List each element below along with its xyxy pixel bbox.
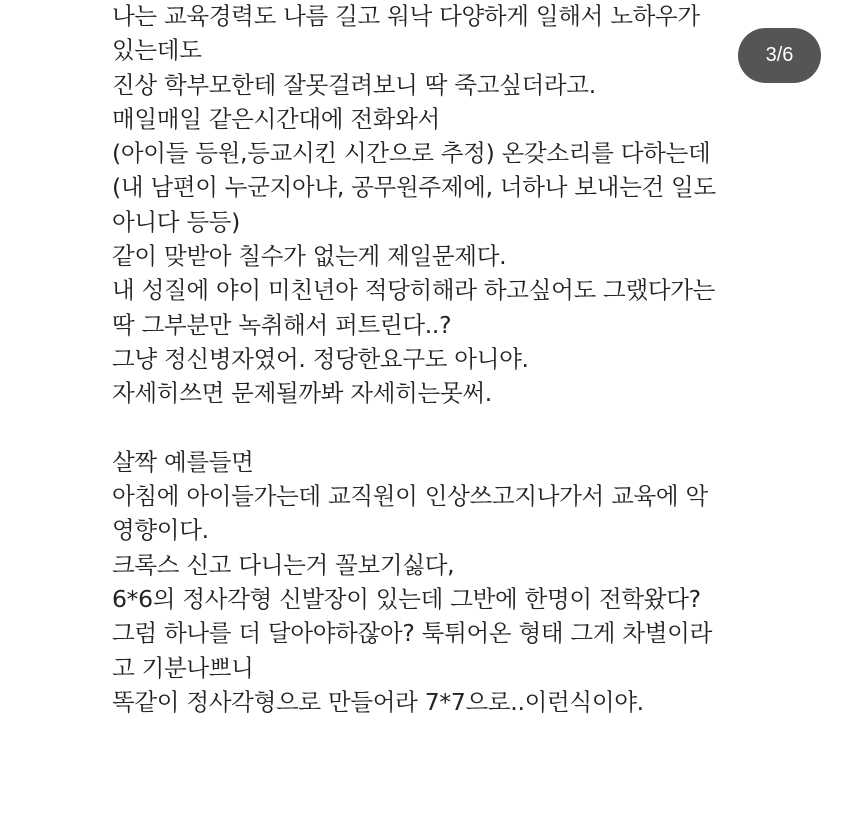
post-line: 영향이다. [112, 516, 209, 545]
post-line: 같이 맞받아 칠수가 없는게 제일문제다. [112, 242, 507, 271]
post-line: 나는 교육경력도 나름 길고 워낙 다양하게 일해서 노하우가 [112, 2, 700, 30]
post-line: 똑같이 정사각형으로 만들어라 7*7으로..이런식이야. [112, 687, 644, 716]
image-page-indicator [738, 28, 821, 83]
post-line: 아침에 아이들가는데 교직원이 인상쓰고지나가서 교육에 악 [112, 482, 708, 511]
post-line: (내 남편이 누군지아냐, 공무원주제에, 너하나 보내는건 일도 [112, 173, 716, 202]
post-line: 6*6의 정사각형 신발장이 있는데 그반에 한명이 전학왔다? [112, 585, 701, 614]
post-line: 고 기분나쁘니 [112, 653, 254, 682]
post-line: 그럼 하나를 더 달아야하잖아? 툭튀어온 형태 그게 차별이라 [112, 619, 712, 648]
post-line: 아니다 등등) [112, 207, 241, 236]
post-line: 있는데도 [112, 36, 202, 65]
post-line: 딱 그부분만 녹취해서 퍼트린다..? [112, 310, 452, 339]
post-line: (아이들 등원,등교시킨 시간으로 추정) 온갖소리를 다하는데 [112, 139, 711, 168]
post-line: 크록스 신고 다니는거 꼴보기싫다, [112, 550, 455, 579]
page-indicator-text: 3/6 [765, 44, 794, 66]
paragraph-break [112, 411, 752, 445]
post-body [112, 0, 752, 719]
post-line: 진상 학부모한테 잘못걸려보니 딱 죽고싶더라고. [112, 70, 596, 99]
post-line: 자세히쓰면 문제될까봐 자세히는못써. [112, 379, 492, 408]
post-line: 살짝 예를들면 [112, 447, 254, 476]
post-line: 매일매일 같은시간대에 전화와서 [112, 104, 440, 133]
post-line: 그냥 정신병자였어. 정당한요구도 아니야. [112, 344, 529, 373]
post-line: 내 성질에 야이 미친년아 적당히해라 하고싶어도 그랬다가는 [112, 276, 716, 305]
